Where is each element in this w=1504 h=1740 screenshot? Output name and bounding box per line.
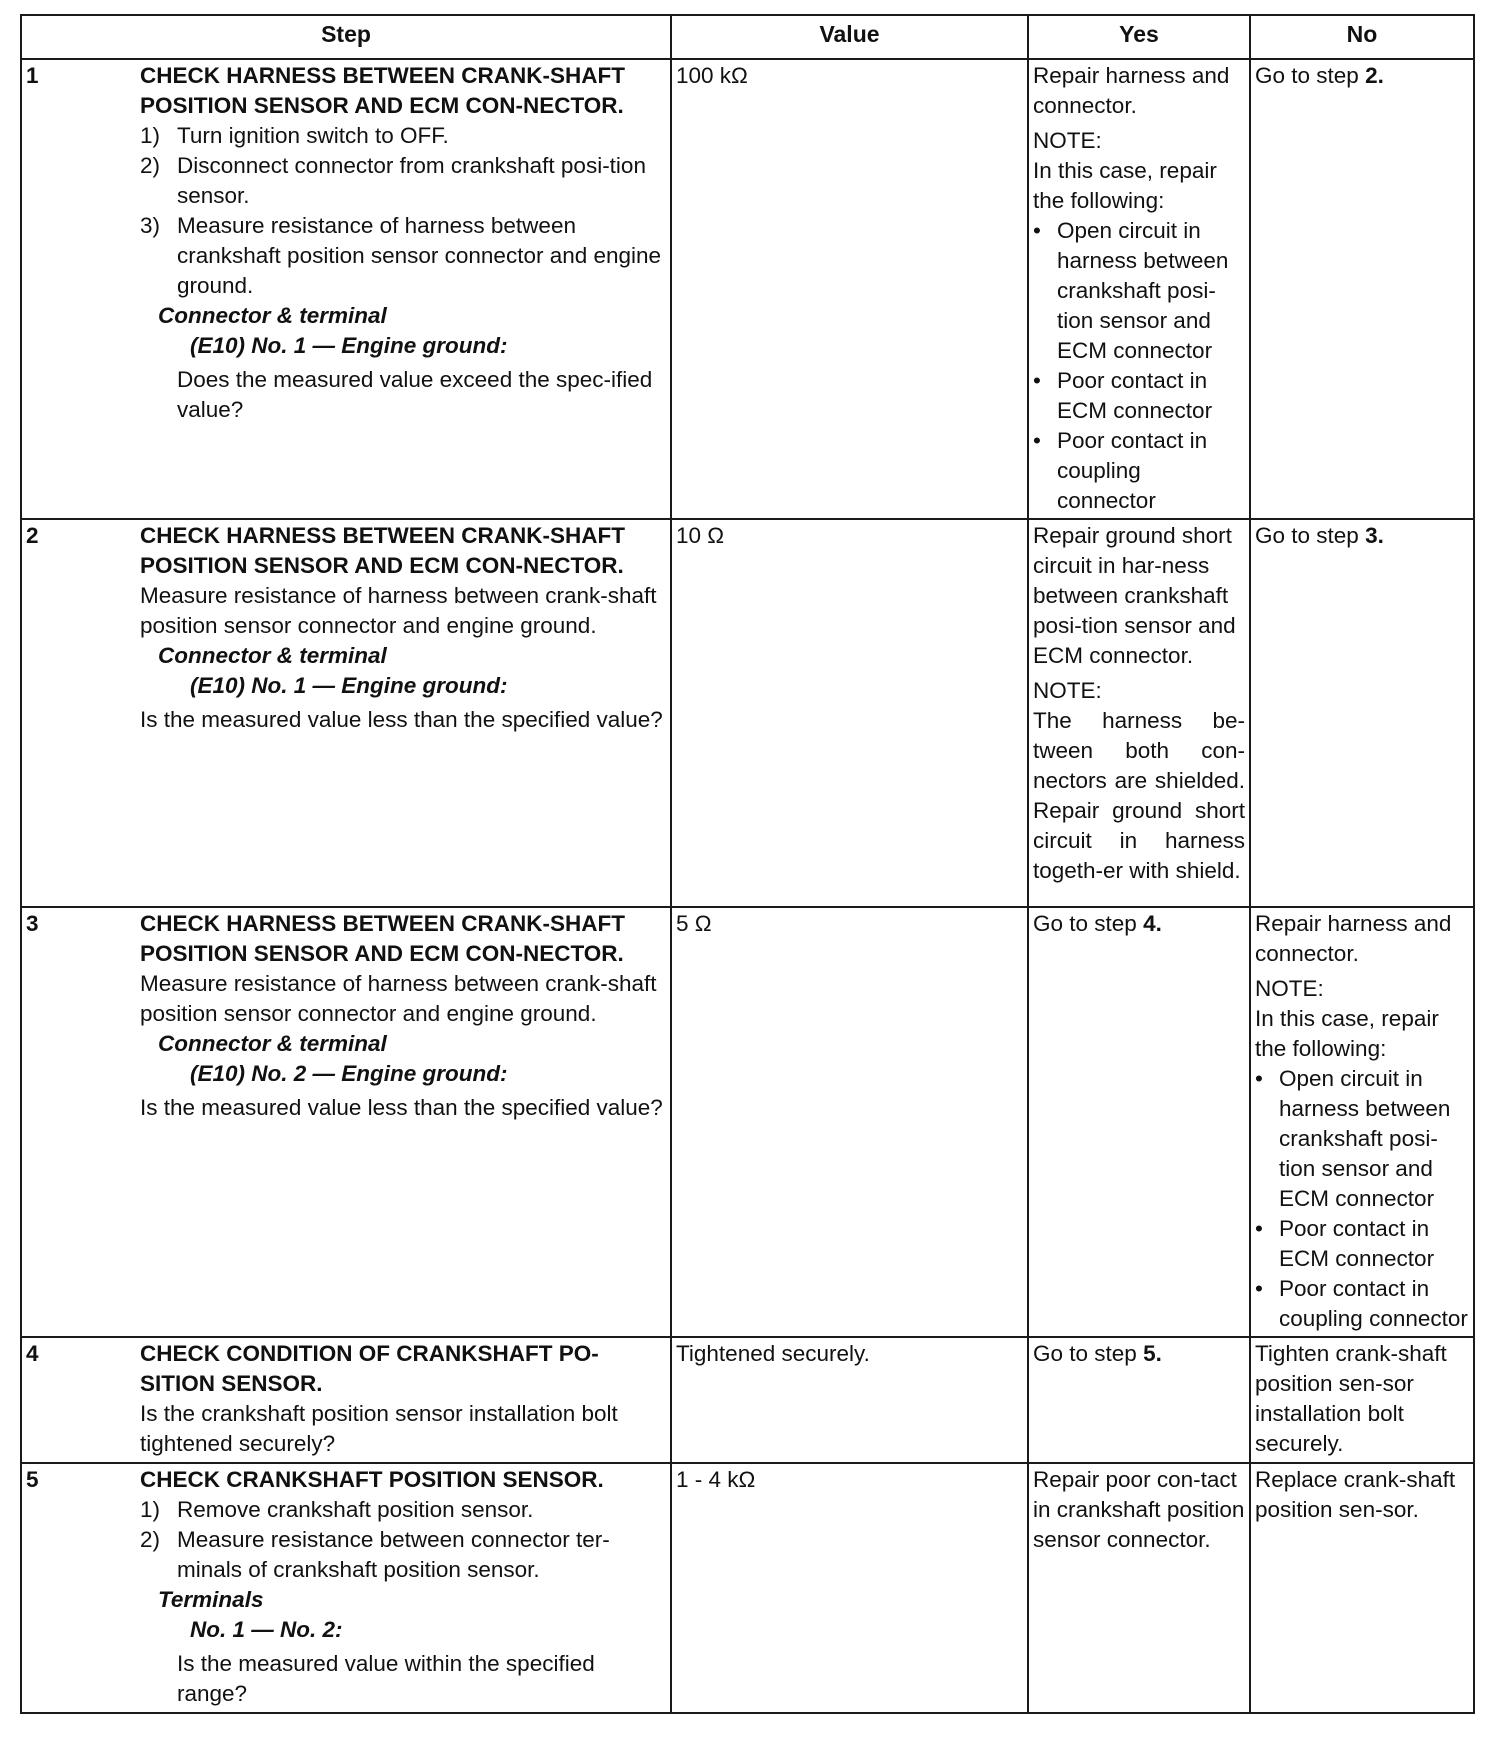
- step-cell: [21, 1337, 671, 1463]
- connector-label: Connector & terminal: [158, 643, 387, 668]
- table-row: [21, 907, 1474, 1337]
- step-question: Is the measured value less than the specified value?: [140, 707, 663, 732]
- bullet-icon: •: [1255, 1066, 1263, 1091]
- list-number: 1): [140, 1497, 161, 1522]
- connector-terminal: (E10) No. 1 — Engine ground:: [190, 333, 508, 358]
- goto-step: 5.: [1143, 1341, 1162, 1366]
- bullet-text: Open circuit in harness between crankshaft posi-tion sensor and ECM connector: [1279, 1066, 1451, 1211]
- goto-prefix: Go to step: [1033, 911, 1137, 936]
- list-number: 1): [140, 123, 161, 148]
- step-title: CHECK CRANKSHAFT POSITION SENSOR.: [140, 1467, 604, 1492]
- table-row: [21, 1463, 1474, 1713]
- terminals-label: Terminals: [158, 1587, 264, 1612]
- yes-cell: [1028, 59, 1250, 519]
- value-cell: 10 Ω: [671, 519, 1028, 907]
- step-cell: [21, 1463, 671, 1713]
- value-cell: Tightened securely.: [671, 1337, 1028, 1463]
- step-title: CHECK CONDITION OF CRANKSHAFT PO-SITION SENSOR.: [140, 1341, 599, 1396]
- connector-label: Connector & terminal: [158, 303, 387, 328]
- header-yes: Yes: [1028, 15, 1250, 59]
- step-question: Is the measured value within the specified range?: [177, 1651, 595, 1706]
- step-cell: [21, 519, 671, 907]
- header-value: Value: [671, 15, 1028, 59]
- step-number: 5: [26, 1467, 39, 1492]
- note-label: NOTE:: [1255, 976, 1324, 1001]
- table-row: [21, 519, 1474, 907]
- bullet-icon: •: [1033, 218, 1041, 243]
- step-instruction: Measure resistance of harness between crank-shaft position sensor connector and engine ground.: [140, 583, 657, 638]
- step-cell: [21, 59, 671, 519]
- bullet-item: [1255, 1064, 1469, 1214]
- step-number: 3: [26, 911, 39, 936]
- list-item: [140, 211, 666, 301]
- no-cell: [1250, 59, 1474, 519]
- list-text: Disconnect connector from crankshaft posi-tion sensor.: [177, 153, 646, 208]
- no-action: Repair harness and connector.: [1255, 911, 1452, 966]
- yes-cell: [1028, 1337, 1250, 1463]
- step-question: Does the measured value exceed the spec-ified value?: [177, 367, 653, 422]
- step-cell: [21, 907, 671, 1337]
- list-number: 2): [140, 153, 161, 178]
- no-cell: [1250, 907, 1474, 1337]
- instruction-list: [140, 1495, 666, 1585]
- no-cell: [1250, 1337, 1474, 1463]
- bullet-item: [1255, 1274, 1469, 1334]
- bullet-text: Poor contact in coupling connector: [1279, 1276, 1468, 1331]
- connector-terminal: (E10) No. 1 — Engine ground:: [190, 673, 508, 698]
- step-title: CHECK HARNESS BETWEEN CRANK-SHAFT POSITION SENSOR AND ECM CON-NECTOR.: [140, 523, 626, 578]
- step-title: CHECK HARNESS BETWEEN CRANK-SHAFT POSITION SENSOR AND ECM CON-NECTOR.: [140, 63, 626, 118]
- goto-step: 4.: [1143, 911, 1162, 936]
- step-number: 1: [26, 63, 39, 88]
- goto-step: 2.: [1365, 63, 1384, 88]
- instruction-list: [140, 121, 666, 301]
- header-step: Step: [21, 15, 671, 59]
- bullet-item: [1033, 366, 1245, 426]
- list-number: 3): [140, 213, 161, 238]
- list-item: [140, 1495, 666, 1525]
- bullet-item: [1033, 216, 1245, 366]
- step-instruction: Is the crankshaft position sensor installation bolt tightened securely?: [140, 1401, 618, 1456]
- yes-action: Repair ground short circuit in har-ness between crankshaft posi-tion sensor and ECM connector.: [1033, 523, 1236, 668]
- note-text: The harness be-tween both con-nectors are shielded. Repair ground short circuit in harness togeth-er with shield.: [1033, 708, 1245, 883]
- no-cell: [1250, 519, 1474, 907]
- no-cell: [1250, 1463, 1474, 1713]
- diagnostic-table: [20, 14, 1475, 1714]
- list-item: [140, 151, 666, 211]
- list-text: Measure resistance between connector ter-minals of crankshaft position sensor.: [177, 1527, 610, 1582]
- diagnostic-table-page: [20, 14, 1473, 1714]
- note-text: In this case, repair the following:: [1255, 1006, 1439, 1061]
- list-text: Turn ignition switch to OFF.: [177, 123, 449, 148]
- list-text: Remove crankshaft position sensor.: [177, 1497, 534, 1522]
- step-number: 4: [26, 1341, 39, 1366]
- yes-action: Repair poor con-tact in crankshaft position sensor connector.: [1033, 1467, 1245, 1552]
- goto-prefix: Go to step: [1033, 1341, 1137, 1366]
- step-title: CHECK HARNESS BETWEEN CRANK-SHAFT POSITION SENSOR AND ECM CON-NECTOR.: [140, 911, 626, 966]
- value-cell: 5 Ω: [671, 907, 1028, 1337]
- step-question: Is the measured value less than the specified value?: [140, 1095, 663, 1120]
- header-no: No: [1250, 15, 1474, 59]
- table-row: [21, 1337, 1474, 1463]
- value-cell: 100 kΩ: [671, 59, 1028, 519]
- goto-prefix: Go to step: [1255, 63, 1359, 88]
- step-instruction: Measure resistance of harness between crank-shaft position sensor connector and engine ground.: [140, 971, 657, 1026]
- bullet-item: [1255, 1214, 1469, 1274]
- table-row: [21, 59, 1474, 519]
- bullet-item: [1033, 426, 1245, 516]
- bullet-text: Open circuit in harness between crankshaft posi-tion sensor and ECM connector: [1057, 218, 1229, 363]
- list-text: Measure resistance of harness between crankshaft position sensor connector and engine ground.: [177, 213, 662, 298]
- value-cell: 1 - 4 kΩ: [671, 1463, 1028, 1713]
- yes-cell: [1028, 519, 1250, 907]
- list-item: [140, 1525, 666, 1585]
- bullet-icon: •: [1033, 428, 1041, 453]
- note-text: In this case, repair the following:: [1033, 158, 1217, 213]
- bullet-text: Poor contact in ECM connector: [1279, 1216, 1435, 1271]
- bullet-text: Poor contact in ECM connector: [1057, 368, 1213, 423]
- step-number: 2: [26, 523, 39, 548]
- note-label: NOTE:: [1033, 678, 1102, 703]
- goto-step: 3.: [1365, 523, 1384, 548]
- terminals-spec: No. 1 — No. 2:: [190, 1617, 343, 1642]
- bullet-icon: •: [1255, 1276, 1263, 1301]
- no-action: Replace crank-shaft position sen-sor.: [1255, 1467, 1456, 1522]
- list-item: [140, 121, 666, 151]
- yes-action: Repair harness and connector.: [1033, 63, 1230, 118]
- connector-terminal: (E10) No. 2 — Engine ground:: [190, 1061, 508, 1086]
- yes-cell: [1028, 1463, 1250, 1713]
- bullet-icon: •: [1255, 1216, 1263, 1241]
- bullet-icon: •: [1033, 368, 1041, 393]
- connector-label: Connector & terminal: [158, 1031, 387, 1056]
- yes-cell: [1028, 907, 1250, 1337]
- no-action: Tighten crank-shaft position sen-sor installation bolt securely.: [1255, 1341, 1447, 1456]
- bullet-text: Poor contact in coupling connector: [1057, 428, 1208, 513]
- note-label: NOTE:: [1033, 128, 1102, 153]
- table-header-row: [21, 15, 1474, 59]
- list-number: 2): [140, 1527, 161, 1552]
- goto-prefix: Go to step: [1255, 523, 1359, 548]
